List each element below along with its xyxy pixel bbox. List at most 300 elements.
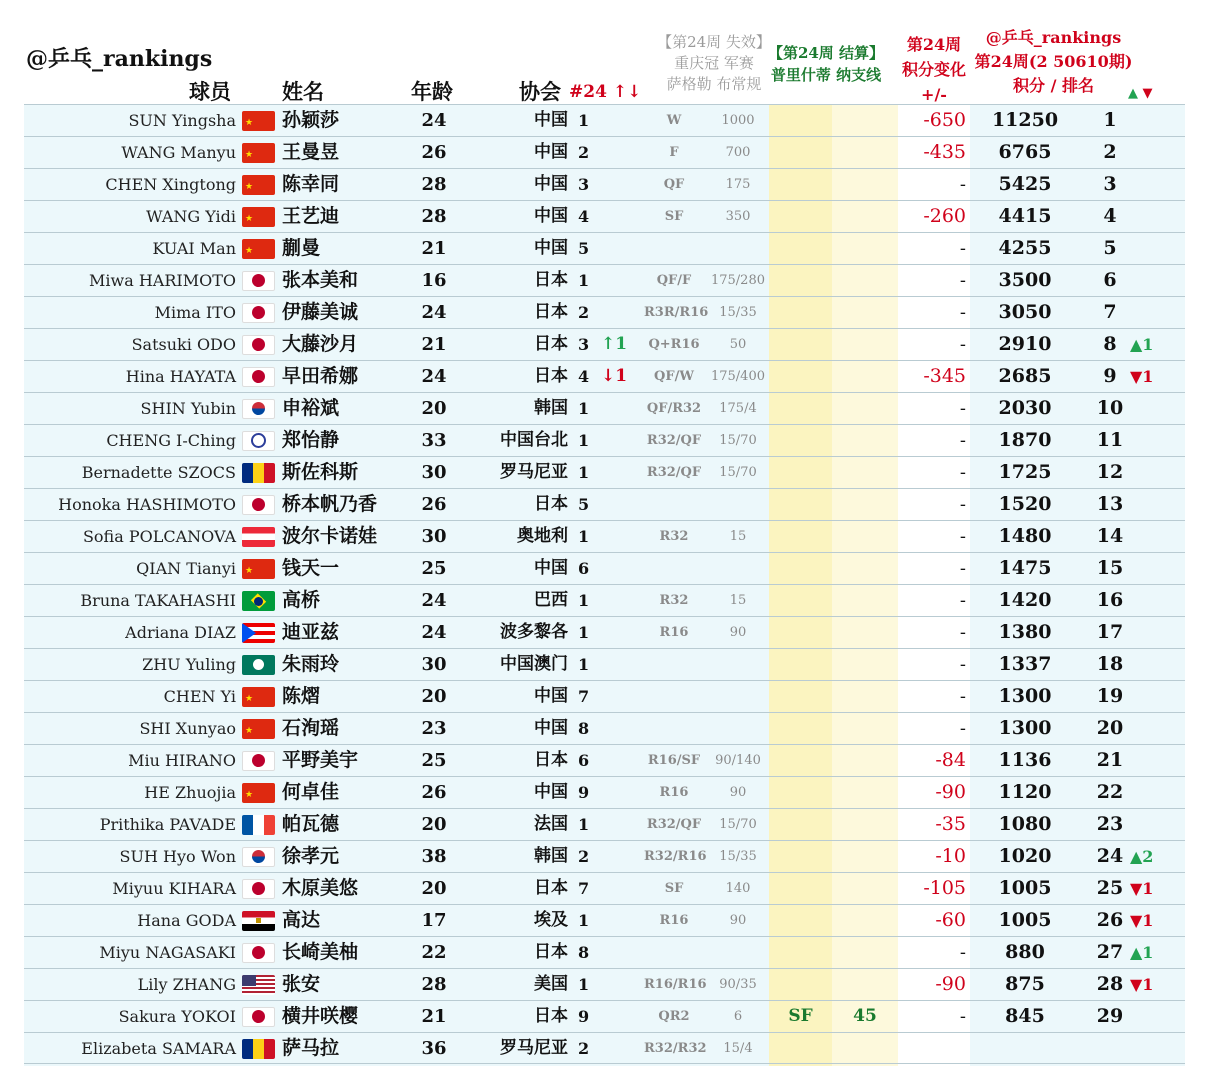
association-rank: 6 <box>578 751 590 770</box>
points-change: - <box>959 334 966 355</box>
world-rank: 13 <box>1096 493 1124 515</box>
points-change: - <box>959 302 966 323</box>
expired-result: SF <box>664 881 684 896</box>
table-row <box>24 840 1185 872</box>
player-name-en: KUAI Man <box>152 239 236 258</box>
table-row <box>24 712 1185 744</box>
expired-points: 6 <box>733 1009 743 1024</box>
total-points: 2910 <box>998 333 1052 355</box>
table-row <box>24 488 1185 520</box>
expired-result: R32 <box>659 529 689 544</box>
settled-points <box>832 201 898 232</box>
player-association: 韩国 <box>534 398 568 418</box>
total-points: 1725 <box>998 461 1052 483</box>
world-rank: 18 <box>1096 653 1124 675</box>
settled-result <box>769 873 832 904</box>
player-association: 奥地利 <box>517 526 568 546</box>
player-age: 26 <box>421 142 447 163</box>
player-association: 法国 <box>534 814 568 834</box>
player-name-cn: 大藤沙月 <box>282 333 359 355</box>
player-age: 20 <box>421 814 447 835</box>
player-name-cn: 木原美悠 <box>282 877 359 899</box>
table-row <box>24 616 1185 648</box>
settled-points <box>832 777 898 808</box>
expired-result <box>644 937 704 968</box>
jp-flag-icon <box>242 367 275 387</box>
player-name-cn: 张本美和 <box>282 269 359 291</box>
mo-flag-icon <box>242 655 275 675</box>
change-sign: +/- <box>921 85 947 104</box>
expired-result <box>644 489 704 520</box>
world-rank: 12 <box>1096 461 1124 483</box>
change-label: 积分变化 <box>901 60 966 79</box>
points-change: -60 <box>935 909 966 931</box>
jp-flag-icon <box>242 1007 275 1027</box>
player-name-cn: 蒯曼 <box>282 237 321 259</box>
settled-result <box>769 617 832 648</box>
world-rank: 11 <box>1096 429 1124 451</box>
player-name-en: Bruna TAKAHASHI <box>80 591 236 610</box>
points-change: - <box>959 622 966 643</box>
settled-result <box>769 393 832 424</box>
association-rank: 6 <box>578 559 590 578</box>
kr-flag-icon <box>242 399 275 419</box>
settled-points <box>832 297 898 328</box>
total-points: 1136 <box>998 749 1052 771</box>
expired-result: QF/F <box>656 273 692 288</box>
player-name-cn: 波尔卡诺娃 <box>282 525 378 547</box>
table-row <box>24 232 1185 264</box>
player-association: 罗马尼亚 <box>500 462 568 482</box>
player-name-en: Adriana DIAZ <box>125 623 236 642</box>
table-row <box>24 1032 1185 1064</box>
player-name-en: Hina HAYATA <box>125 367 236 386</box>
settled-result <box>769 169 832 200</box>
world-rank: 5 <box>1103 237 1117 259</box>
settled-result <box>769 585 832 616</box>
association-rank: 8 <box>578 719 590 738</box>
ranking-columns: 积分 / 排名 <box>1013 76 1094 95</box>
player-name-en: CHEN Yi <box>163 687 236 706</box>
player-age: 26 <box>421 494 447 515</box>
player-name-cn: 萨马拉 <box>282 1037 340 1059</box>
expired-result <box>644 553 704 584</box>
expired-points: 15 <box>729 593 747 608</box>
player-association: 韩国 <box>534 846 568 866</box>
jp-flag-icon <box>242 751 275 771</box>
player-name-en: Miu HIRANO <box>128 751 236 770</box>
player-age: 21 <box>421 238 447 259</box>
total-points: 3500 <box>998 269 1052 291</box>
table-row <box>24 808 1185 840</box>
player-name-cn: 伊藤美诚 <box>282 301 359 323</box>
total-points: 6765 <box>998 141 1052 163</box>
settled-result <box>769 297 832 328</box>
total-points: 1005 <box>998 909 1052 931</box>
player-association: 日本 <box>534 302 568 322</box>
settled-points <box>832 617 898 648</box>
points-change: - <box>959 558 966 579</box>
table-row <box>24 936 1185 968</box>
expired-points <box>704 649 772 680</box>
settled-result <box>769 777 832 808</box>
points-change: - <box>959 494 966 515</box>
association-rank: 5 <box>578 495 590 514</box>
fr-flag-icon <box>242 815 275 835</box>
points-change: - <box>959 462 966 483</box>
expired-result: QF <box>663 177 685 192</box>
settled-result <box>769 425 832 456</box>
table-row <box>24 200 1185 232</box>
player-age: 24 <box>421 366 447 387</box>
player-association: 中国 <box>534 686 568 706</box>
rank-move: ▼1 <box>1130 367 1154 386</box>
world-rank: 10 <box>1096 397 1124 419</box>
association-rank: 7 <box>578 687 590 706</box>
world-rank: 2 <box>1103 141 1117 163</box>
points-change: - <box>959 686 966 707</box>
expired-points: 15/35 <box>719 305 757 320</box>
player-name-en: Bernadette SZOCS <box>81 463 236 482</box>
player-name-en: Mima ITO <box>154 303 236 322</box>
settled-points <box>832 329 898 360</box>
points-change: - <box>959 398 966 419</box>
rank-move: ▼1 <box>1130 879 1154 898</box>
player-name-cn: 申裕斌 <box>282 397 340 419</box>
association-rank: 9 <box>578 783 590 802</box>
expired-result <box>644 681 704 712</box>
expired-result: R16/SF <box>647 753 701 768</box>
expired-result: SF <box>664 209 684 224</box>
world-rank: 19 <box>1096 685 1124 707</box>
total-points: 1337 <box>998 653 1052 675</box>
settled-result <box>769 361 832 392</box>
association-rank: 5 <box>578 239 590 258</box>
expired-result: R3R/R16 <box>644 305 709 320</box>
settled-points <box>832 361 898 392</box>
expired-result: Q+R16 <box>648 337 700 352</box>
player-association: 中国 <box>534 718 568 738</box>
points-change: - <box>959 590 966 611</box>
expired-result: R16/R16 <box>644 977 707 992</box>
total-points: 2685 <box>998 365 1052 387</box>
points-change: -10 <box>935 845 966 867</box>
player-name-cn: 高桥 <box>282 589 321 611</box>
expired-points: 140 <box>725 881 751 896</box>
eg-flag-icon <box>242 911 275 931</box>
player-name-cn: 长崎美柚 <box>282 941 359 963</box>
player-association: 日本 <box>534 1006 568 1026</box>
world-rank: 6 <box>1103 269 1117 291</box>
settled-points <box>832 521 898 552</box>
settled-result <box>769 713 832 744</box>
association-rank: 1 <box>578 431 590 450</box>
table-row <box>24 456 1185 488</box>
player-age: 17 <box>421 910 447 931</box>
association-rank: 1 <box>578 655 590 674</box>
ro-flag-icon <box>242 463 275 483</box>
player-association: 中国 <box>534 206 568 226</box>
account-handle: @乒乓_rankings <box>26 46 213 72</box>
association-rank: 2 <box>578 303 590 322</box>
settled-result <box>769 969 832 1000</box>
rank-move: ▼1 <box>1130 975 1154 994</box>
points-change: -650 <box>923 109 966 131</box>
col-age: 年龄 <box>411 79 453 104</box>
player-association: 中国 <box>534 110 568 130</box>
player-name-cn: 孙颖莎 <box>282 109 340 131</box>
expired-result: R16 <box>659 625 689 640</box>
association-rank: 1 <box>578 591 590 610</box>
association-rank: 2 <box>578 847 590 866</box>
rankings-table <box>24 24 1185 1066</box>
settled-points <box>832 841 898 872</box>
settled-result <box>769 841 832 872</box>
player-name-cn: 斯佐科斯 <box>282 461 359 483</box>
player-age: 28 <box>421 206 447 227</box>
total-points: 1520 <box>998 493 1052 515</box>
player-age: 33 <box>421 430 447 451</box>
settled-result <box>769 265 832 296</box>
player-name-en: Elizabeta SAMARA <box>81 1039 236 1058</box>
table-row <box>24 328 1185 360</box>
expired-points: 90 <box>729 913 747 928</box>
cn-flag-icon: ★ <box>242 111 275 131</box>
table-header <box>24 24 1185 104</box>
player-age: 24 <box>421 622 447 643</box>
player-name-en: Miyu NAGASAKI <box>99 943 236 962</box>
col-player: 球员 <box>189 79 231 104</box>
total-points: 1120 <box>998 781 1052 803</box>
expired-points: 90/35 <box>719 977 757 992</box>
expired-points: 90 <box>729 785 747 800</box>
settled-result <box>769 745 832 776</box>
player-name-en: CHENG I-Ching <box>106 431 236 450</box>
player-name-cn: 帕瓦德 <box>282 813 340 835</box>
expired-result: R16 <box>659 785 689 800</box>
player-name-cn: 钱天一 <box>282 557 340 579</box>
expired-points: 15/70 <box>719 465 757 480</box>
jp-flag-icon <box>242 943 275 963</box>
player-association: 日本 <box>534 942 568 962</box>
player-name-cn: 石洵瑶 <box>282 717 340 739</box>
player-name-cn: 郑怡静 <box>282 429 340 451</box>
points-change: - <box>959 526 966 547</box>
association-rank: 3 <box>578 335 590 354</box>
table-row <box>24 584 1185 616</box>
expired-result: QF/R32 <box>646 401 702 416</box>
expired-event-2: 萨格勒 布常规 <box>666 75 762 93</box>
settled-points <box>832 745 898 776</box>
sort-indicator[interactable]: #24 ↑↓ <box>569 82 642 102</box>
expired-points <box>704 489 772 520</box>
player-name-en: HE Zhuojia <box>144 783 236 802</box>
expired-points: 700 <box>725 145 751 160</box>
expired-result: QR2 <box>658 1009 690 1024</box>
player-age: 25 <box>421 750 447 771</box>
settled-points <box>832 649 898 680</box>
total-points: 880 <box>1005 941 1045 963</box>
expired-result: R32 <box>659 593 689 608</box>
total-points: 875 <box>1005 973 1045 995</box>
points-change: -90 <box>935 781 966 803</box>
cn-flag-icon: ★ <box>242 719 275 739</box>
player-name-cn: 陈熠 <box>282 685 321 707</box>
player-age: 20 <box>421 878 447 899</box>
player-age: 28 <box>421 974 447 995</box>
settled-points <box>832 233 898 264</box>
player-association: 美国 <box>534 974 568 994</box>
player-association: 中国 <box>534 238 568 258</box>
expired-result: R32/R16 <box>644 849 707 864</box>
player-association: 中国 <box>534 142 568 162</box>
player-name-en: Sofia POLCANOVA <box>82 527 236 546</box>
table-row <box>24 392 1185 424</box>
world-rank: 23 <box>1096 813 1124 835</box>
expired-result <box>644 233 704 264</box>
change-week: 第24周 <box>906 35 962 54</box>
world-rank: 1 <box>1103 109 1117 131</box>
player-name-en: SUN Yingsha <box>128 111 236 130</box>
player-name-en: SUH Hyo Won <box>119 847 236 866</box>
table-row <box>24 744 1185 776</box>
player-association: 日本 <box>534 270 568 290</box>
ranking-issue: 第24周(2 50610期) <box>974 52 1133 71</box>
tpe-flag-icon <box>242 431 275 451</box>
rank-move: ▲2 <box>1130 847 1154 866</box>
points-change: -35 <box>935 813 966 835</box>
player-association: 日本 <box>534 878 568 898</box>
points-change: - <box>959 654 966 675</box>
total-points: 3050 <box>998 301 1052 323</box>
expired-points: 15/70 <box>719 433 757 448</box>
player-name-en: SHIN Yubin <box>140 399 236 418</box>
total-points: 4415 <box>998 205 1052 227</box>
total-points: 5425 <box>998 173 1052 195</box>
total-points: 1080 <box>998 813 1052 835</box>
table-row <box>24 520 1185 552</box>
player-age: 25 <box>421 558 447 579</box>
settled-points <box>832 425 898 456</box>
player-name-en: Prithika PAVADE <box>99 815 236 834</box>
table-row <box>24 264 1185 296</box>
expired-points: 350 <box>725 209 751 224</box>
points-change: - <box>959 430 966 451</box>
settled-points <box>832 585 898 616</box>
association-rank: 1 <box>578 911 590 930</box>
expired-event-1: 重庆冠 军赛 <box>674 54 754 72</box>
points-change: - <box>959 238 966 259</box>
player-name-en: Satsuki ODO <box>131 335 236 354</box>
expired-result: R32/QF <box>646 465 702 480</box>
world-rank: 7 <box>1103 301 1117 323</box>
player-name-en: SHI Xunyao <box>139 719 236 738</box>
player-name-cn: 王曼昱 <box>282 141 340 163</box>
expired-points <box>704 681 772 712</box>
world-rank: 4 <box>1103 205 1117 227</box>
player-association: 中国 <box>534 174 568 194</box>
world-rank: 9 <box>1103 365 1117 387</box>
table-row <box>24 136 1185 168</box>
association-rank: 1 <box>578 975 590 994</box>
table-row <box>24 424 1185 456</box>
jp-flag-icon <box>242 303 275 323</box>
player-name-cn: 王艺迪 <box>282 205 340 227</box>
table-row <box>24 904 1185 936</box>
expired-points: 1000 <box>721 113 755 128</box>
settled-result <box>769 489 832 520</box>
settled-points <box>832 969 898 1000</box>
total-points: 1380 <box>998 621 1052 643</box>
expired-result <box>644 713 704 744</box>
player-name-en: WANG Yidi <box>146 207 236 226</box>
player-name-cn: 张安 <box>282 973 321 995</box>
player-name-cn: 横井咲樱 <box>282 1005 359 1027</box>
association-rank: 1 <box>578 463 590 482</box>
cn-flag-icon: ★ <box>242 687 275 707</box>
us-flag-icon <box>242 975 275 995</box>
rank-move: ▲1 <box>1130 943 1154 962</box>
player-age: 20 <box>421 398 447 419</box>
total-points: 1020 <box>998 845 1052 867</box>
settled-result <box>769 905 832 936</box>
association-rank: 2 <box>578 143 590 162</box>
player-age: 26 <box>421 782 447 803</box>
association-rank: 4 <box>578 367 590 386</box>
expired-points <box>704 233 772 264</box>
player-age: 30 <box>421 462 447 483</box>
world-rank: 20 <box>1096 717 1124 739</box>
jp-flag-icon <box>242 335 275 355</box>
points-change-header <box>890 32 978 107</box>
table-row <box>24 296 1185 328</box>
table-row <box>24 776 1185 808</box>
down-arrow-icon: ▼ <box>1142 86 1153 101</box>
world-rank: 29 <box>1096 1005 1124 1027</box>
br-flag-icon <box>242 591 275 611</box>
settled-points <box>832 873 898 904</box>
expired-points: 175/4 <box>719 401 757 416</box>
association-rank: 8 <box>578 943 590 962</box>
player-association: 日本 <box>534 750 568 770</box>
settled-points <box>832 905 898 936</box>
world-rank: 14 <box>1096 525 1124 547</box>
settled-title: 【第24周 结算】 <box>767 44 885 62</box>
association-rank: 3 <box>578 175 590 194</box>
rank-move-header <box>1128 86 1153 101</box>
points-change: - <box>959 270 966 291</box>
cn-flag-icon: ★ <box>242 175 275 195</box>
settled-points <box>832 105 898 136</box>
total-points: 1005 <box>998 877 1052 899</box>
cn-flag-icon: ★ <box>242 239 275 259</box>
settled-points <box>832 553 898 584</box>
jp-flag-icon <box>242 271 275 291</box>
settled-result: SF <box>788 1006 813 1026</box>
player-association: 日本 <box>534 334 568 354</box>
points-change: -260 <box>923 205 966 227</box>
association-rank: 1 <box>578 111 590 130</box>
table-row <box>24 104 1185 136</box>
world-rank: 24 <box>1096 845 1124 867</box>
rank-move: ▲1 <box>1130 335 1154 354</box>
player-name-en: Sakura YOKOI <box>118 1007 236 1026</box>
world-rank: 26 <box>1096 909 1124 931</box>
cn-flag-icon: ★ <box>242 559 275 579</box>
player-association: 中国澳门 <box>500 654 568 674</box>
settled-result <box>769 937 832 968</box>
expired-points: 15/4 <box>723 1041 753 1056</box>
